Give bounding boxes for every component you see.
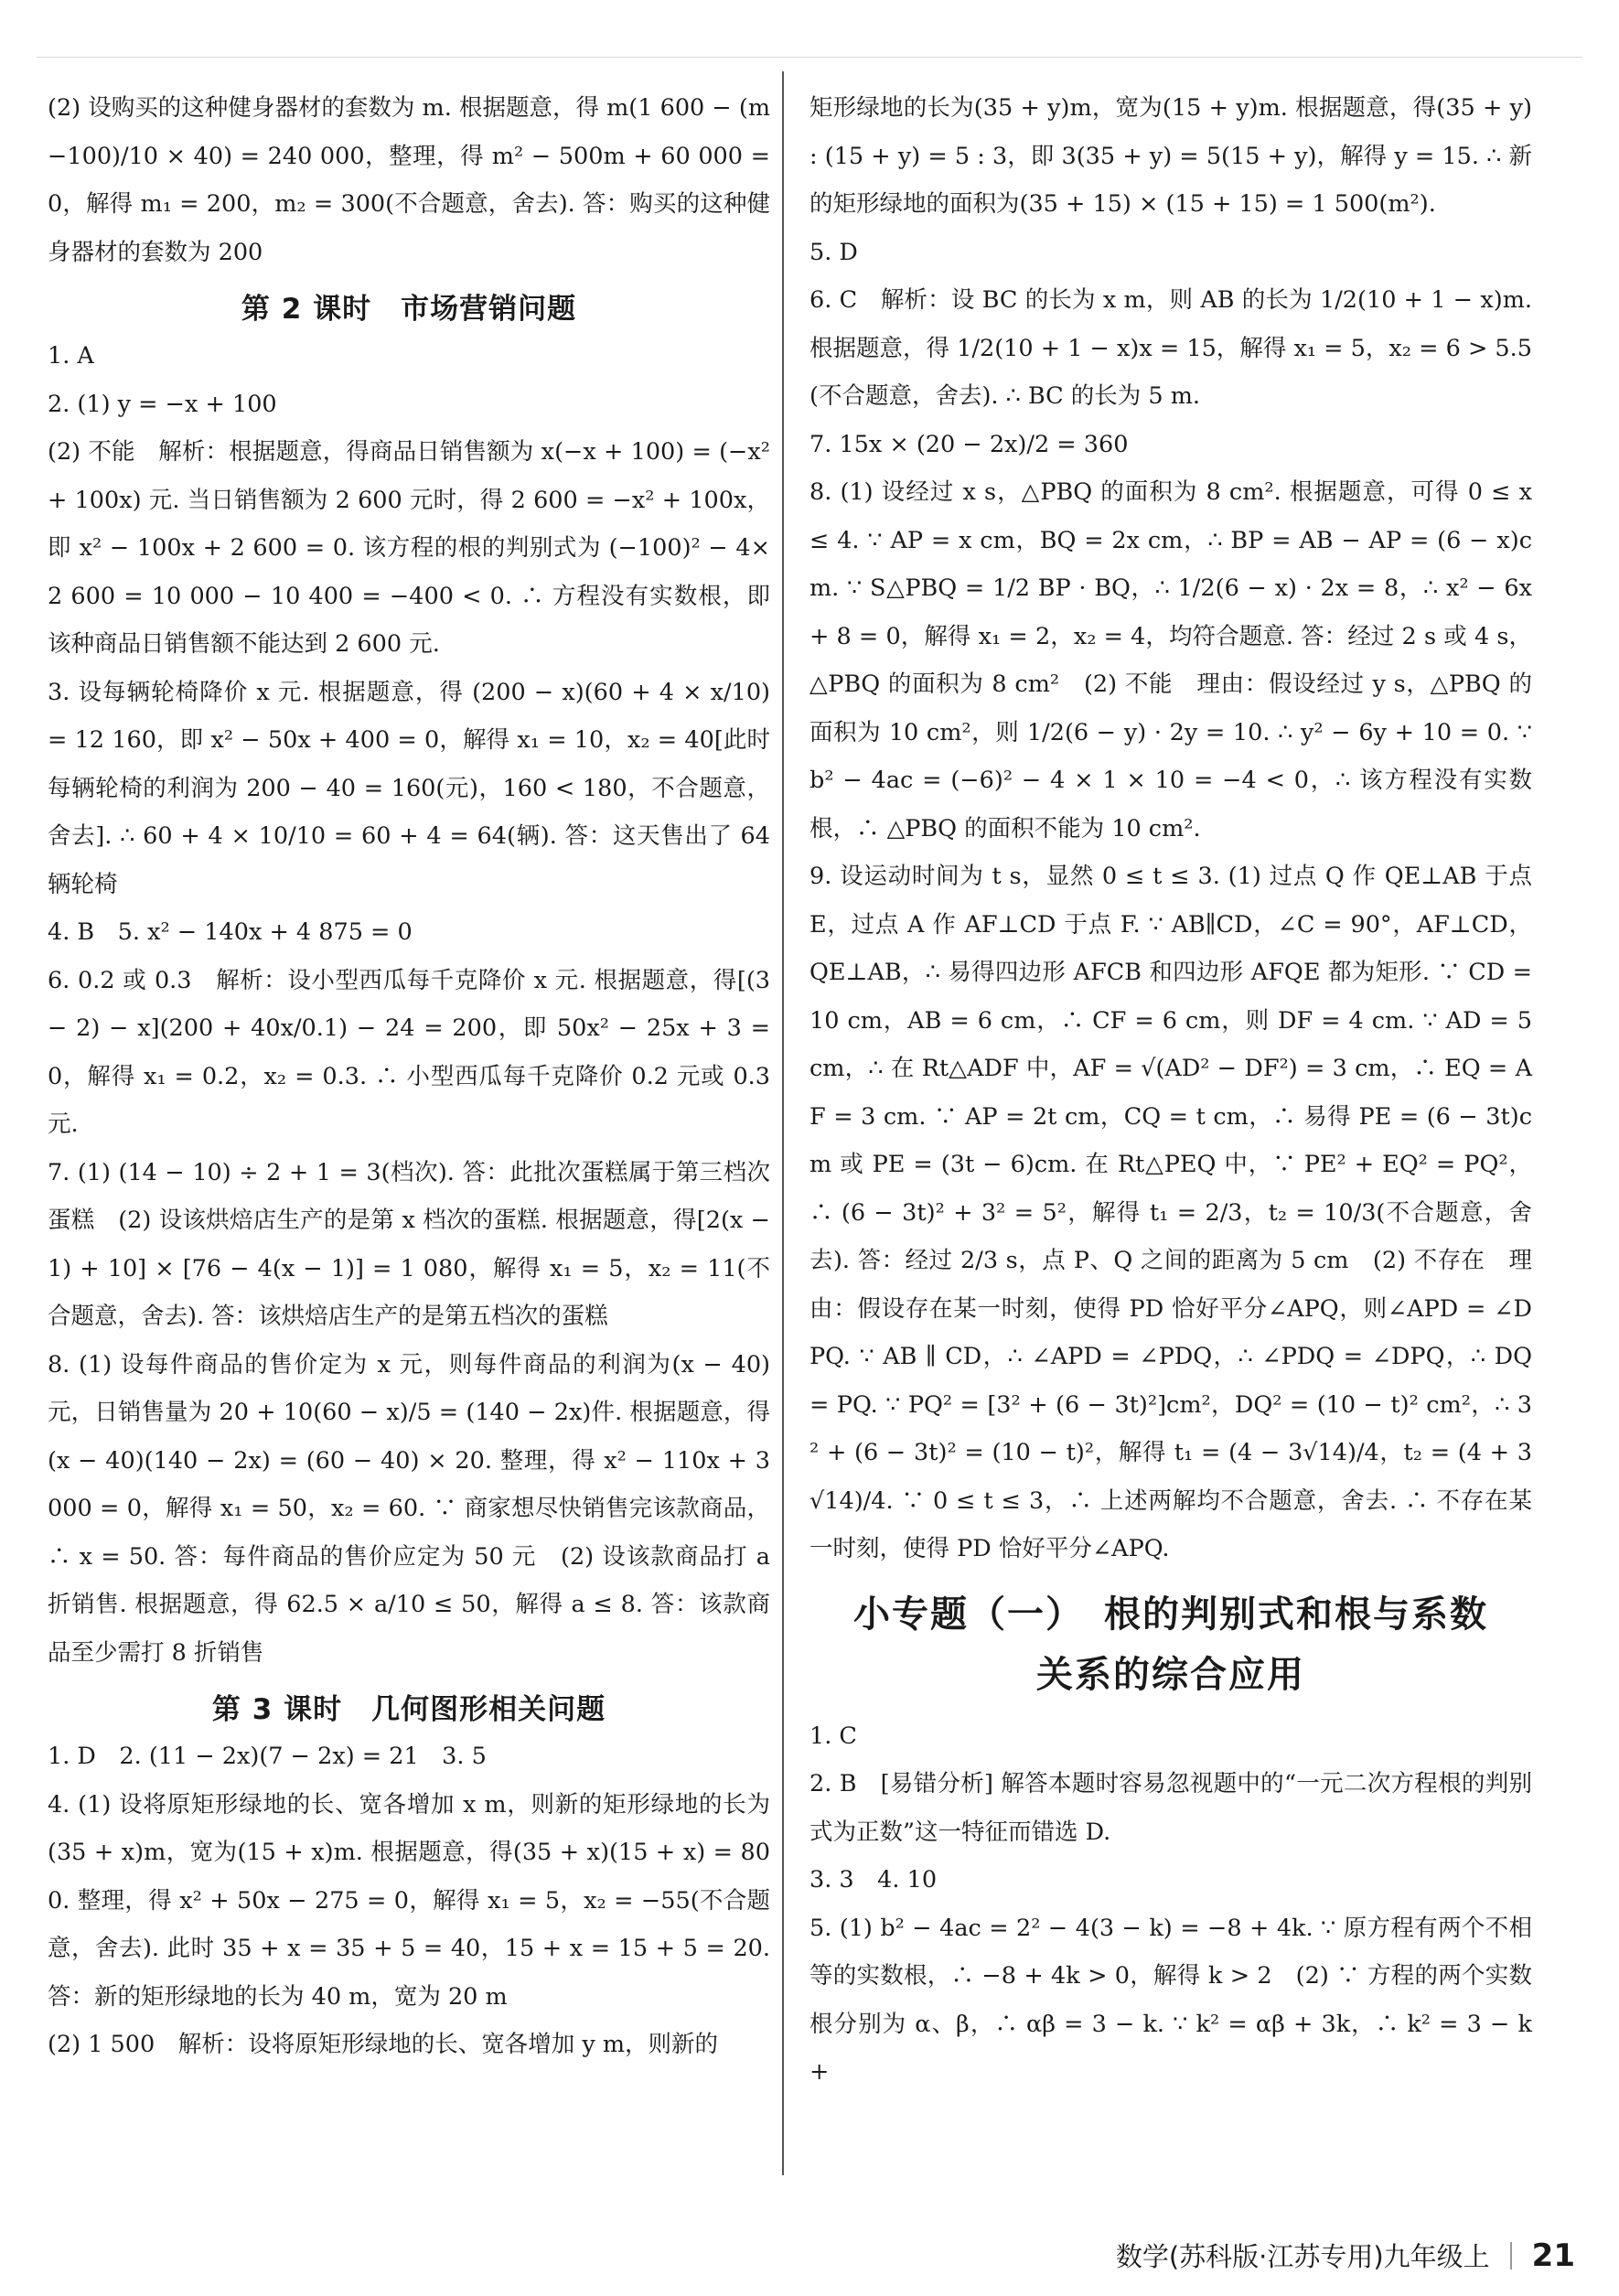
answer-item: 2. B [易错分析] 解答本题时容易忽视题中的“一元二次方程根的判别式为正数”这一特征而错选 D. [810,1770,1532,1846]
answer-item: 8. (1) 设经过 x s，△PBQ 的面积为 8 cm². 根据题意，可得 0 ≤ x ≤ 4. ∵ AP = x cm，BQ = 2x cm，∴ BP = AB − AP = (6 − x)cm. ∵ S△PBQ = 1/2 BP · BQ，∴ 1/2(6 − x) · 2x = 8，∴ x² − 6x + 8 = 0，解得 x₁ = 2，x₂ = 4，均符合题意. 答：经过 2 s 或 4 s，△PBQ 的面积为 8 cm² (2) 不能 理由：假设经过 y s，△PBQ 的面积为 10 cm²，则 1/2(6 − y) · 2y = 10. ∴ y² − 6y + 10 = 0. ∵ b² − 4ac = (−6)² − 4 × 1 × 10 = −4 < 0，∴ 该方程没有实数根，∴ △PBQ 的面积不能为 10 cm². [810,478,1532,842]
footer-subject: 数学(苏科版·江苏专用)九年级上 [1115,2241,1490,2272]
answer-block: (2) 设购买的这种健身器材的套数为 m. 根据题意，得 m(1 600 − (m−100)/10 × 40) = 240 000，整理，得 m² − 500m + 60 000 = 0，解得 m₁ = 200，m₂ = 300(不合题意，舍去). 答：购买的这种健身器材的套数为 200 [48,94,770,266]
footer-separator [1510,2242,1512,2269]
special-topic-title-line2: 关系的综合应用 [1036,1653,1305,1696]
answer-item: 2. (1) y = −x + 100 [48,390,277,418]
answer-item: 3. 设每辆轮椅降价 x 元. 根据题意，得 (200 − x)(60 + 4 × x/10) = 12 160，即 x² − 50x + 400 = 0，解得 x₁ = 10，x₂ = 40[此时每辆轮椅的利润为 200 − 40 = 160(元)，160 < 180，不合题意，舍去]. ∴ 60 + 4 × 10/10 = 60 + 4 = 64(辆). 答：这天售出了 64 辆轮椅 [48,678,770,898]
page-number: 21 [1531,2237,1575,2274]
right-column [810,84,1532,2097]
answer-item: 6. C 解析：设 BC 的长为 x m，则 AB 的长为 1/2(10 + 1 − x)m. 根据题意，得 1/2(10 + 1 − x)x = 15，解得 x₁ = 5，x₂ = 6 > 5.5(不合题意，舍去). ∴ BC 的长为 5 m. [810,286,1532,410]
answer-item: 4. (1) 设将原矩形绿地的长、宽各增加 x m，则新的矩形绿地的长为(35 + x)m，宽为(15 + x)m. 根据题意，得(35 + x)(15 + x) = 800. 整理，得 x² + 50x − 275 = 0，解得 x₁ = 5，x₂ = −55(不合题意，舍去). 此时 35 + x = 35 + 5 = 40，15 + x = 15 + 5 = 20. 答：新的矩形绿地的长为 40 m，宽为 20 m [48,1790,770,2011]
left-column [48,84,770,2069]
answer-item: 5. (1) b² − 4ac = 2² − 4(3 − k) = −8 + 4k. ∵ 原方程有两个不相等的实数根，∴ −8 + 4k > 0，解得 k > 2 (2) ∵ 方程的两个实数根分别为 α、β，∴ αβ = 3 − k. ∵ k² = αβ + 3k，∴ k² = 3 − k + [810,1914,1532,2086]
answer-item: 9. 设运动时间为 t s，显然 0 ≤ t ≤ 3. (1) 过点 Q 作 QE⊥AB 于点 E，过点 A 作 AF⊥CD 于点 F. ∵ AB∥CD，∠C = 90°，AF⊥CD，QE⊥AB，∴ 易得四边形 AFCB 和四边形 AFQE 都为矩形. ∵ CD = 10 cm，AB = 6 cm，∴ CF = 6 cm，则 DF = 4 cm. ∵ AD = 5 cm，∴ 在 Rt△ADF 中，AF = √(AD² − DF²) = 3 cm，∴ EQ = AF = 3 cm. ∵ AP = 2t cm，CQ = t cm，∴ 易得 PE = (6 − 3t)cm 或 PE = (3t − 6)cm. 在 Rt△PEQ 中，∵ PE² + EQ² = PQ²，∴ (6 − 3t)² + 3² = 5²，解得 t₁ = 2/3，t₂ = 10/3(不合题意，舍去). 答：经过 2/3 s，点 P、Q 之间的距离为 5 cm (2) 不存在 理由：假设存在某一时刻，使得 PD 恰好平分∠APQ，则∠APD = ∠DPQ. ∵ AB ∥ CD，∴ ∠APD = ∠PDQ，∴ ∠PDQ = ∠DPQ，∴ DQ = PQ. ∵ PQ² = [3² + (6 − 3t)²]cm²，DQ² = (10 − t)² cm²，∴ 3² + (6 − 3t)² = (10 − t)²，解得 t₁ = (4 − 3√14)/4，t₂ = (4 + 3√14)/4. ∵ 0 ≤ t ≤ 3，∴ 上述两解均不合题意，舍去. ∴ 不存在某一时刻，使得 PD 恰好平分∠APQ. [810,863,1532,1562]
answer-item: 1. A [48,342,94,370]
answer-item: 7. (1) (14 − 10) ÷ 2 + 1 = 3(档次). 答：此批次蛋糕属于第三档次蛋糕 (2) 设该烘焙店生产的是第 x 档次的蛋糕. 根据题意，得[2(x − 1) + 10] × [76 − 4(x − 1)] = 1 080，解得 x₁ = 5，x₂ = 11(不合题意，舍去). 答：该烘焙店生产的是第五档次的蛋糕 [48,1158,770,1330]
special-topic-title [810,1584,1532,1705]
section-heading: 第 2 课时 市场营销问题 [241,293,577,326]
answer-item: 1. C [810,1722,857,1750]
page-footer [1116,2237,1575,2274]
section-heading: 第 3 课时 几何图形相关问题 [211,1693,606,1726]
answer-block: 矩形绿地的长为(35 + y)m，宽为(15 + y)m. 根据题意，得(35 + y) : (15 + y) = 5 : 3，即 3(35 + y) = 5(15 + y)，解得 y = 15. ∴ 新的矩形绿地的面积为(35 + 15) × (15 + 15) = 1 500(m²). [810,94,1532,218]
answer-item: 5. D [810,238,858,266]
answer-item: 7. 15x × (20 − 2x)/2 = 360 [810,430,1129,458]
answer-item: 4. B 5. x² − 140x + 4 875 = 0 [48,918,413,946]
column-divider [782,71,784,2175]
special-topic-title-line1: 小专题（一） 根的判别式和根与系数 [853,1593,1488,1636]
answer-item: 8. (1) 设每件商品的售价定为 x 元，则每件商品的利润为(x − 40)元，日销售量为 20 + 10(60 − x)/5 = (140 − 2x)件. 根据题意，得(x − 40)(140 − 2x) = (60 − 40) × 20. 整理，得 x² − 110x + 3 000 = 0，解得 x₁ = 50，x₂ = 60. ∵ 商家想尽快销售完该款商品，∴ x = 50. 答：每件商品的售价应定为 50 元 (2) 设该款商品打 a 折销售. 根据题意，得 62.5 × a/10 ≤ 50，解得 a ≤ 8. 答：该款商品至少需打 8 折销售 [48,1350,770,1667]
answer-item: (2) 不能 解析：根据题意，得商品日销售额为 x(−x + 100) = (−x² + 100x) 元. 当日销售额为 2 600 元时，得 2 600 = −x² + 100x，即 x² − 100x + 2 600 = 0. 该方程的根的判别式为 (−100)² − 4×2 600 = 10 000 − 10 400 = −400 < 0. ∴ 方程没有实数根，即该种商品日销售额不能达到 2 600 元. [48,438,770,658]
top-rule [37,57,1582,58]
answer-item: 6. 0.2 或 0.3 解析：设小型西瓜每千克降价 x 元. 根据题意，得[(3 − 2) − x](200 + 40x/0.1) − 24 = 200，即 50x² − 25x + 3 = 0，解得 x₁ = 0.2，x₂ = 0.3. ∴ 小型西瓜每千克降价 0.2 元或 0.3 元. [48,966,770,1138]
answer-item: (2) 1 500 解析：设将原矩形绿地的长、宽各增加 y m，则新的 [48,2031,719,2058]
answer-item: 1. D 2. (11 − 2x)(7 − 2x) = 21 3. 5 [48,1743,487,1770]
answer-item: 3. 3 4. 10 [810,1866,938,1894]
